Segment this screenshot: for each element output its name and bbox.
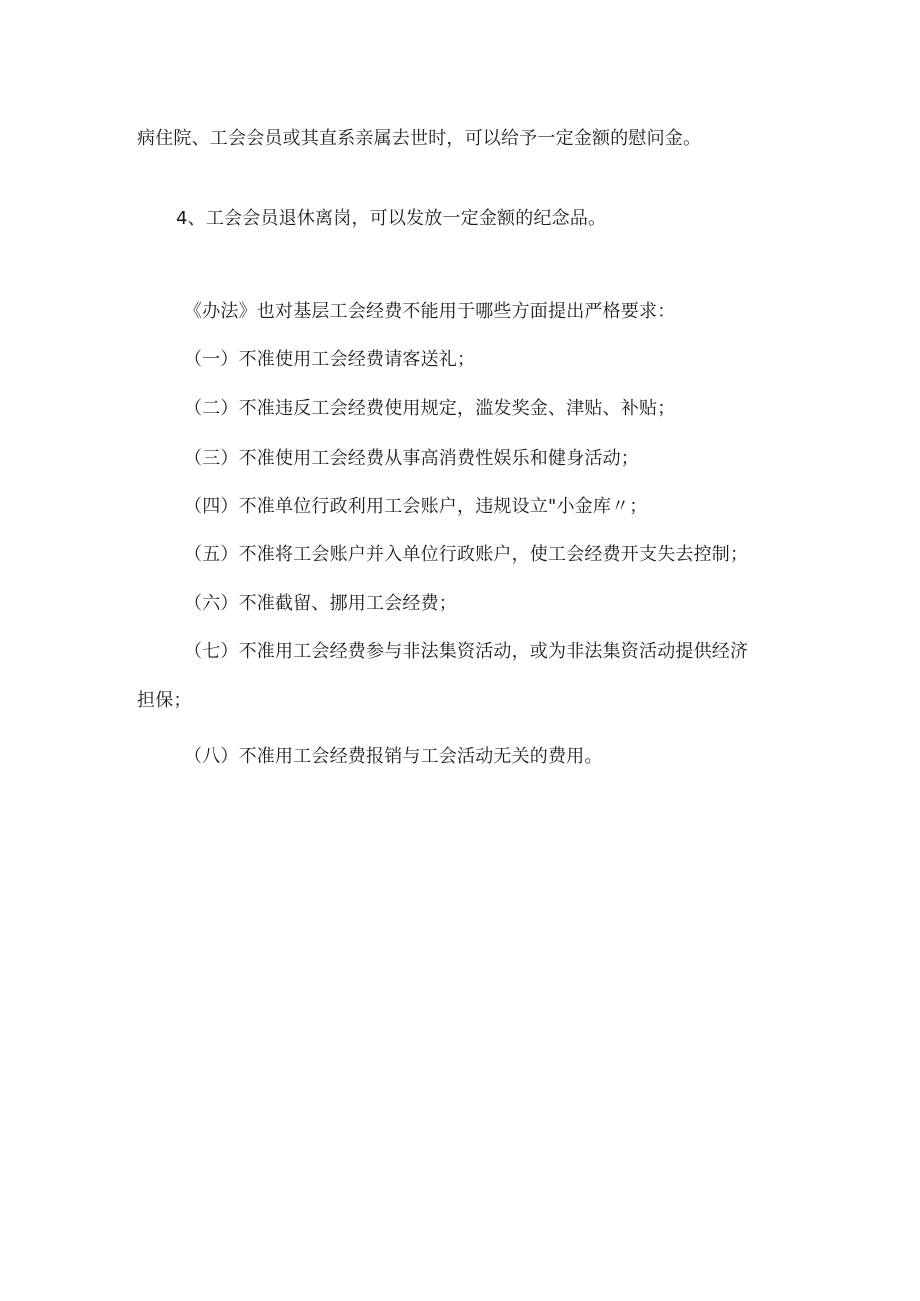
restriction-item-6: （六）不准截留、挪用工会经费； xyxy=(184,593,457,614)
paragraph-retirement-gift: 4、工会会员退休离岗，可以发放一定金额的纪念品。 xyxy=(176,208,607,229)
restriction-item-3: （三）不准使用工会经费从事高消费性娱乐和健身活动； xyxy=(184,448,639,469)
restriction-item-8: （八）不准用工会经费报销与工会活动无关的费用。 xyxy=(184,746,603,767)
restriction-item-7: （七）不准用工会经费参与非法集资活动，或为非法集资活动提供经济 xyxy=(184,641,749,662)
paragraph-restrictions-intro: 《办法》也对基层工会经费不能用于哪些方面提出严格要求： xyxy=(184,301,676,322)
restriction-item-4: （四）不准单位行政利用工会账户，违规设立"小金库〃； xyxy=(184,496,648,517)
restriction-item-1: （一）不准使用工会经费请客送礼； xyxy=(184,349,476,370)
restriction-item-5: （五）不准将工会账户并入单位行政账户，使工会经费开支失去控制； xyxy=(184,544,749,565)
paragraph-condolence-continuation: 病住院、工会会员或其直系亲属去世时，可以给予一定金额的慰问金。 xyxy=(137,128,702,149)
restriction-item-7-continuation: 担保； xyxy=(137,690,192,711)
restriction-item-2: （二）不准违反工会经费使用规定，滥发奖金、津贴、补贴； xyxy=(184,398,676,419)
